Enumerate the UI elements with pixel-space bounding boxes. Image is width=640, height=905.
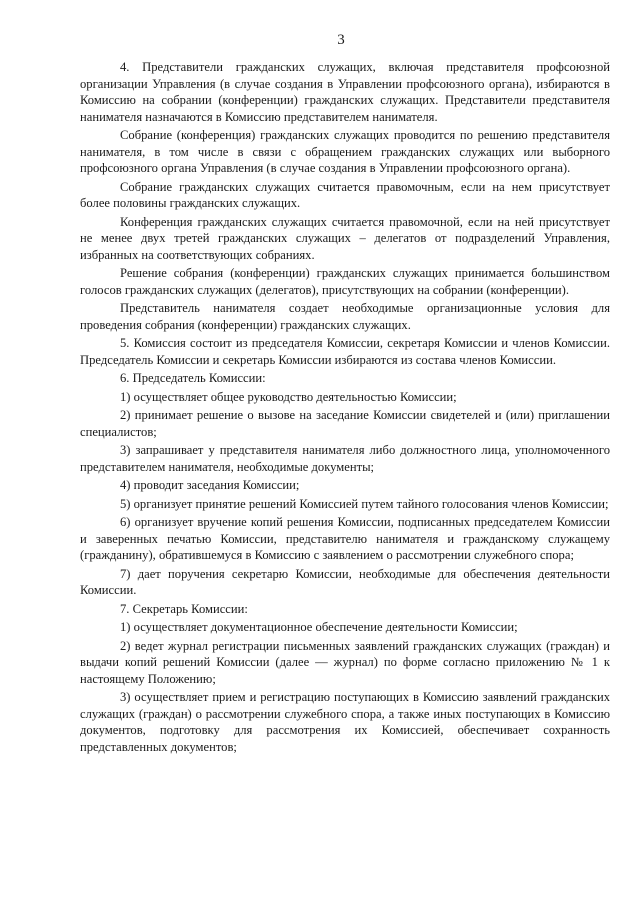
list-item: 5) организует принятие решений Комиссией путем тайного голосования членов Комиссии; bbox=[120, 496, 609, 511]
paragraph: Представитель нанимателя создает необходимые организационные условия для проведения собрания (конференции) гражданских служащих. bbox=[80, 301, 610, 332]
document-page bbox=[80, 32, 610, 755]
list-item: 1) осуществляет общее руководство деятельностью Комиссии; bbox=[120, 389, 457, 404]
section-heading: 7. Секретарь Комиссии: bbox=[120, 601, 248, 616]
section-heading: 6. Председатель Комиссии: bbox=[120, 371, 266, 385]
paragraph: Собрание (конференция) гражданских служащих проводится по решению представителя нанимателя, в том числе в связи с обращением гражданских служащих или выборного профсоюзного органа Управления (в случае создания в Управлении профсоюзного органа). bbox=[80, 128, 610, 175]
paragraph: 4. Представители гражданских служащих, включая представителя профсоюзной организации Управления (в случае создания в Управлении профсоюзного органа), избираются в Комиссию на собрании (конференции) гражданских служащих. Представители представителя нанимателя назначаются в Комиссию представителем нанимателя. bbox=[80, 60, 610, 124]
paragraph: 5. Комиссия состоит из председателя Комиссии, секретаря Комиссии и членов Комиссии. Председатель Комиссии и секретарь Комиссии избираются из состава членов Комиссии. bbox=[80, 336, 610, 367]
paragraph: Решение собрания (конференции) гражданских служащих принимается большинством голосов гражданских служащих (делегатов), присутствующих на собрании (конференции). bbox=[80, 266, 610, 297]
list-item: 2) ведет журнал регистрации письменных заявлений гражданских служащих (граждан) и выдачи копий решений Комиссии (далее — журнал) по форме согласно приложению № 1 к настоящему Положению; bbox=[80, 638, 610, 686]
list-item: 7) дает поручения секретарю Комиссии, необходимые для обеспечения деятельности Комиссии. bbox=[80, 566, 610, 597]
list-item: 4) проводит заседания Комиссии; bbox=[120, 478, 300, 492]
list-item: 3) запрашивает у представителя нанимателя либо должностного лица, уполномоченного представителем нанимателя, необходимые документы; bbox=[80, 443, 610, 474]
list-item: 3) осуществляет прием и регистрацию поступающих в Комиссию заявлений гражданских служащих (граждан) о рассмотрении служебного спора, а также иных поступающих в Комиссию документов, подготовку для рассмотрения их Комиссией, обеспечивает сохранность представленных документов; bbox=[80, 690, 610, 754]
list-item: 1) осуществляет документационное обеспечение деятельности Комиссии; bbox=[120, 620, 518, 634]
list-item: 6) организует вручение копий решения Комиссии, подписанных председателем Комиссии и заверенных печатью Комиссии, представителю нанимателя и гражданскому служащему (гражданину), обратившемуся в Комиссию с заявлением о рассмотрении служебного спора; bbox=[80, 515, 610, 562]
page-number: 3 bbox=[337, 32, 345, 48]
list-item: 2) принимает решение о вызове на заседание Комиссии свидетелей и (или) приглашении специалистов; bbox=[80, 408, 610, 439]
paragraph: Собрание гражданских служащих считается правомочным, если на нем присутствует более половины гражданских служащих. bbox=[80, 179, 610, 210]
paragraph: Конференция гражданских служащих считается правомочной, если на ней присутствует не менее двух третей гражданских служащих – делегатов от подразделений Управления, избранных на соответствующих собраниях. bbox=[80, 214, 610, 262]
